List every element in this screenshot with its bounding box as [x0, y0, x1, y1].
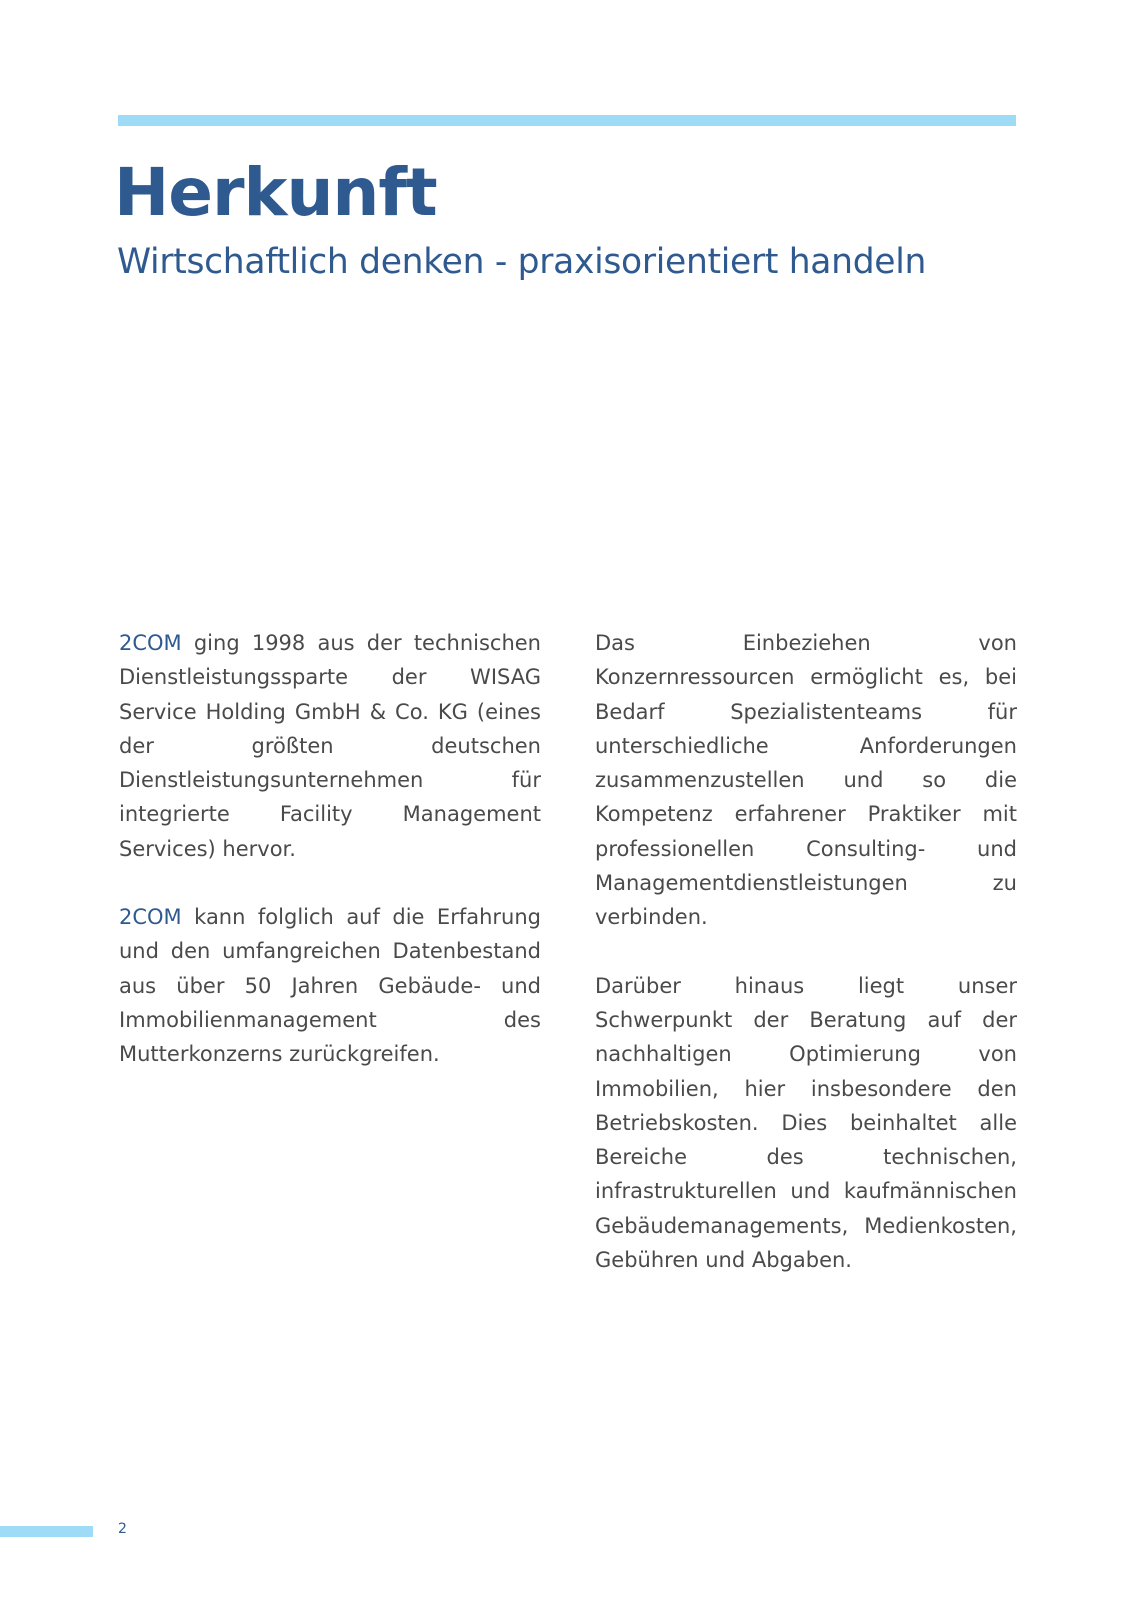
page-title: Herkunft [114, 154, 437, 231]
brand-name: 2COM [119, 905, 182, 930]
top-accent-rule [118, 115, 1016, 126]
brand-name: 2COM [119, 631, 182, 655]
right-text-column [595, 626, 1017, 1311]
left-paragraph-1-text: ging 1998 aus der technischen Dienstleistungssparte der WISAG Service Holding GmbH & Co. KG (eines der größten deutschen Dienstleistungsunternehmen für integrierte Facility Management Services) hervor. [119, 631, 541, 861]
footer-accent-rule [0, 1526, 93, 1537]
right-paragraph-1: Das Einbeziehen von Konzernressourcen ermöglicht es, bei Bedarf Spezialistenteams für unterschiedliche Anforderungen zusammenzustellen und so die Kompetenz erfahrener Praktiker mit professionellen Consulting- und Managementdienstleistungen zu verbinden. [595, 631, 1017, 930]
right-paragraph-2: Darüber hinaus liegt unser Schwerpunkt der Beratung auf der nachhaltigen Optimierung von Immobilien, hier insbesondere den Betriebskosten. Dies beinhaltet alle Bereiche des technischen, infrastrukturellen und kaufmännischen Gebäudemanagements, Medienkosten, Gebühren und Abgaben. [595, 973, 1017, 1273]
page-subtitle: Wirtschaftlich denken - praxisorientiert handeln [117, 242, 927, 282]
left-paragraph-1 [119, 626, 541, 866]
left-text-column [119, 626, 541, 1106]
page-number: 2 [118, 1521, 127, 1537]
left-paragraph-2-text: kann folglich auf die Erfahrung und den umfangreichen Datenbestand aus über 50 Jahren Gebäude- und Immobilienmanagement des Mutterkonzerns zurückgreifen. [119, 905, 541, 1067]
left-paragraph-2 [119, 900, 541, 1071]
